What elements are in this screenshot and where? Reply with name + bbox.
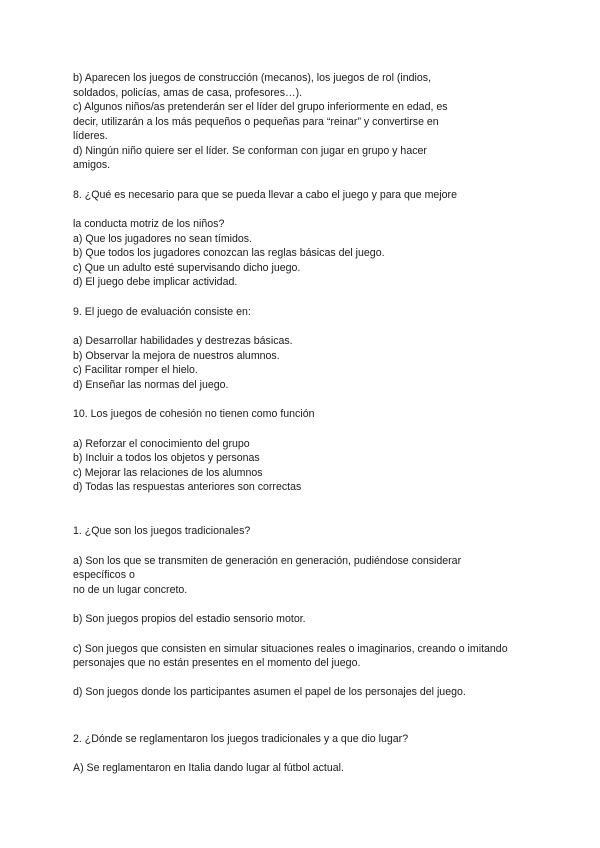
question-8-option-c: c) Que un adulto esté supervisando dicho juego. [73,262,301,274]
question-10-option-a: a) Reforzar el conocimiento del grupo [73,438,250,450]
question-1-option-c-cont: personajes que no están presentes en el momento del juego. [73,657,361,669]
question-1-option-d: d) Son juegos donde los participantes asumen el papel de los personajes del juego. [73,686,466,698]
question-8-option-d: d) El juego debe implicar actividad. [73,276,238,288]
question-9-title: 9. El juego de evaluación consiste en: [73,306,251,318]
question-1-title: 1. ¿Que son los juegos tradicionales? [73,525,251,537]
question-9-option-b: b) Observar la mejora de nuestros alumnos. [73,350,280,362]
question-1-option-a-cont: específicos o [73,569,135,581]
question-8-title: 8. ¿Qué es necesario para que se pueda llevar a cabo el juego y para que mejore [73,189,457,201]
question-10-option-d: d) Todas las respuestas anteriores son correctas [73,481,302,493]
question-1-option-a-cont: no de un lugar concreto. [73,584,188,596]
question-10-option-c: c) Mejorar las relaciones de los alumnos [73,467,263,479]
text-line: líderes. [73,130,108,142]
text-line: decir, utilizarán a los más pequeños o pequeñas para “reinar” y convertirse en [73,116,439,128]
question-9-option-d: d) Enseñar las normas del juego. [73,379,229,391]
text-line: b) Aparecen los juegos de construcción (mecanos), los juegos de rol (indios, [73,72,432,84]
question-9-option-c: c) Facilitar romper el hielo. [73,364,198,376]
question-1-option-b: b) Son juegos propios del estadio sensorio motor. [73,613,306,625]
text-line: d) Ningún niño quiere ser el líder. Se conforman con jugar en grupo y hacer [73,145,427,157]
question-2-title: 2. ¿Dónde se reglamentaron los juegos tradicionales y a que dio lugar? [73,733,409,745]
question-10-title: 10. Los juegos de cohesión no tienen como función [73,408,315,420]
text-line: c) Algunos niños/as pretenderán ser el líder del grupo inferiormente en edad, es [73,101,448,113]
question-8-option-a: a) Que los jugadores no sean tímidos. [73,233,253,245]
question-9-option-a: a) Desarrollar habilidades y destrezas básicas. [73,335,293,347]
question-1-option-c: c) Son juegos que consisten en simular situaciones reales o imaginarios, creando o imitando [73,643,508,655]
question-8-title-cont: la conducta motriz de los niños? [73,218,225,230]
text-line: soldados, policías, amas de casa, profesores…). [73,87,303,99]
question-8-option-b: b) Que todos los jugadores conozcan las reglas básicas del juego. [73,247,385,259]
question-2-option-a: A) Se reglamentaron en Italia dando lugar al fútbol actual. [73,762,344,774]
question-10-option-b: b) Incluir a todos los objetos y personas [73,452,260,464]
text-line: amigos. [73,159,111,171]
question-1-option-a: a) Son los que se transmiten de generación en generación, pudiéndose considerar [73,555,462,567]
